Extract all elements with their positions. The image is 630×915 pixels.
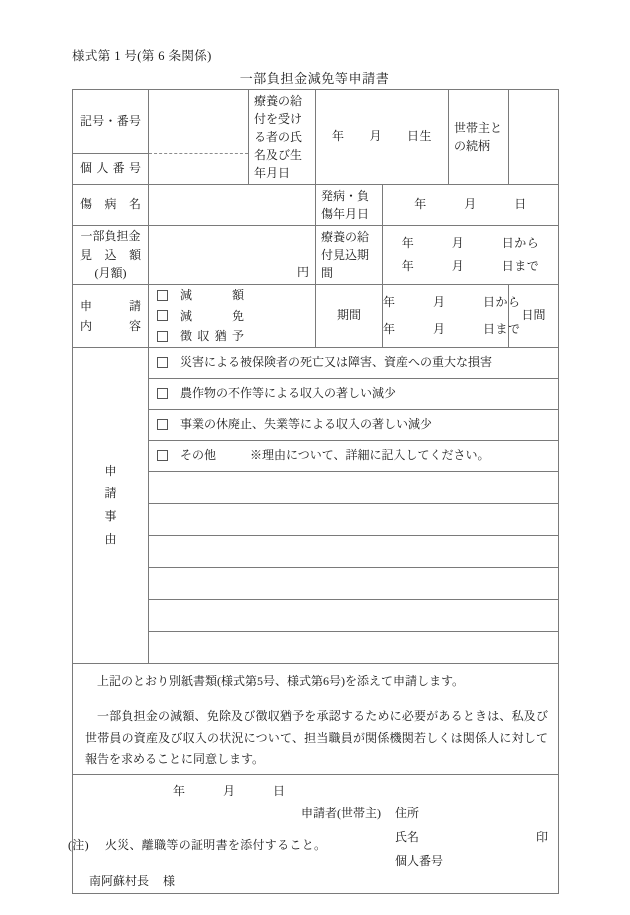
illness-value-cell[interactable] (149, 185, 316, 226)
benefit-period-label: 療養の給付見込期間 (321, 230, 370, 280)
footnote-text: 火災、離職等の証明書を添付すること。 (104, 838, 327, 852)
option-reduction-label: 減額 (180, 288, 244, 302)
checkbox-icon[interactable] (157, 310, 168, 321)
household-relation-label: 世帯主との続柄 (454, 121, 503, 153)
reason-business-closure-label: 事業の休廃止、失業等による収入の著しい減少 (180, 417, 433, 432)
application-period-label-cell (316, 285, 383, 348)
application-content-label-cell (73, 285, 149, 348)
illness-value (149, 194, 162, 214)
option-deferment-label: 徴収猶予 (180, 329, 244, 344)
reason-row-other[interactable] (149, 445, 558, 466)
personal-number-value-cell[interactable] (149, 154, 249, 185)
benefit-period-to-line: 年 月 日まで (401, 259, 540, 273)
onset-date-line: 年 月 日 (414, 197, 527, 212)
application-reason-label-cell (73, 347, 149, 663)
symbol-number-value (149, 111, 162, 131)
reason-blank-line[interactable] (149, 503, 559, 535)
application-content-options-cell (149, 285, 316, 348)
reason-crop-failure-label: 農作物の不作等による収入の著しい減少 (180, 386, 397, 401)
checkbox-icon[interactable] (157, 331, 168, 342)
reason-option-business-closure[interactable] (149, 409, 559, 440)
reason-row-crop-failure[interactable] (149, 383, 558, 404)
table-row-statement (73, 663, 559, 774)
reason-option-disaster[interactable] (149, 347, 559, 378)
application-content-label (73, 296, 148, 337)
reason-blank-line[interactable] (149, 599, 559, 631)
application-period-label: 期間 (336, 308, 361, 323)
document-title: 一部負担金減免等申請書 (239, 71, 390, 86)
statement-paragraph-2: 一部負担金の減額、免除及び徴収猶予を承認するために必要があるときは、私及び世帯員の資産及び収入の状況について、担当職員が関係機関若しくは関係人に対して報告を求めることに同意します。 (85, 709, 548, 766)
reason-row-business-closure[interactable] (149, 414, 558, 435)
statement-cell (73, 663, 559, 774)
personal-number-label-cell (73, 154, 149, 185)
copayment-label (73, 227, 148, 283)
option-deferment[interactable] (149, 326, 315, 347)
statement-block (73, 664, 558, 774)
application-reason-label (73, 460, 148, 551)
form-number: 様式第 1 号(第 6 条関係) (72, 49, 212, 63)
reason-blank-line[interactable] (149, 567, 559, 599)
copayment-value (149, 244, 162, 264)
reason-disaster-label: 災害による被保険者の死亡又は障害、資産への重大な損害 (180, 355, 493, 370)
benefit-period-label-cell (316, 226, 383, 285)
copayment-label-line2: 見込額 (80, 247, 141, 262)
footnote (68, 836, 326, 853)
reason-blank-value (149, 477, 162, 497)
application-content-label-line1: 申請 (80, 298, 141, 313)
benefit-period-from-line: 年 月 日から (401, 235, 540, 250)
application-period-value-cell[interactable] (383, 285, 521, 348)
seal-label: 印 (535, 830, 548, 845)
reason-blank-value (149, 637, 162, 657)
reason-blank-line[interactable] (149, 631, 559, 663)
table-row-symbol-number (73, 90, 559, 154)
addressee-name: 南阿蘇村長 (89, 874, 150, 889)
signature-date-line[interactable]: 年 月 日 (173, 784, 286, 799)
reason-label-char-4: 由 (104, 532, 117, 547)
reason-blank-line[interactable] (149, 535, 559, 567)
recipient-birthdate-cell[interactable] (316, 90, 449, 185)
checkbox-icon[interactable] (157, 450, 168, 461)
footnote-marker: (注) (68, 838, 89, 852)
reason-blank-value (149, 573, 162, 593)
onset-date-cell[interactable] (383, 185, 559, 226)
symbol-number-value-cell[interactable] (149, 90, 249, 154)
copayment-unit: 円 (296, 264, 309, 279)
option-reduction[interactable] (149, 285, 315, 306)
checkbox-icon[interactable] (157, 388, 168, 399)
applicant-label: 申請者(世帯主) (301, 806, 381, 821)
checkbox-icon[interactable] (157, 290, 168, 301)
checkbox-icon[interactable] (157, 419, 168, 430)
recipient-birth-date-line: 年 月 日生 (331, 129, 432, 144)
benefit-period-value-cell[interactable] (383, 226, 559, 285)
personal-number-label: 個人番号 (80, 161, 141, 176)
reason-blank-value (149, 509, 162, 529)
recipient-label: 療養の給付を受ける者の氏名及び生年月日 (254, 94, 303, 180)
onset-label: 発病・負傷年月日 (321, 189, 370, 221)
reason-option-crop-failure[interactable] (149, 378, 559, 409)
table-row-signature (73, 775, 559, 894)
symbol-number-label-cell (73, 90, 149, 154)
table-row-application-content (73, 285, 559, 348)
copayment-label-line3: (月額) (94, 266, 127, 281)
illness-label: 傷病名 (80, 197, 141, 212)
signature-cell (73, 775, 559, 894)
application-period-to-line: 年 月 日まで (383, 321, 521, 336)
recipient-label-cell (249, 90, 316, 185)
application-days-label: 日間 (521, 308, 546, 323)
reason-other-label: その他 (180, 448, 217, 463)
checkbox-icon[interactable] (157, 357, 168, 368)
illness-label-cell (73, 185, 149, 226)
household-relation-value-cell[interactable] (509, 90, 559, 185)
onset-label-cell (316, 185, 383, 226)
option-exemption-label: 減免 (180, 308, 244, 323)
addressee-line (89, 873, 175, 890)
copayment-label-line1: 一部負担金 (80, 229, 141, 244)
signature-block (73, 775, 558, 893)
addressee-honorific: 様 (163, 874, 176, 889)
reason-label-char-2: 請 (104, 486, 117, 501)
reason-blank-line[interactable] (149, 471, 559, 503)
statement-paragraph-1: 上記のとおり別紙書類(様式第5号、様式第6号)を添えて申請します。 (97, 673, 465, 688)
application-days-cell[interactable] (509, 285, 559, 348)
application-form-table (72, 89, 559, 894)
reason-blank-value (149, 605, 162, 625)
copayment-value-cell[interactable] (149, 226, 316, 285)
mynumber-label: 個人番号 (395, 854, 444, 869)
reason-option-other[interactable] (149, 440, 559, 471)
reason-label-char-3: 事 (104, 509, 117, 524)
application-content-label-line2: 内容 (80, 318, 141, 333)
application-period-from-line: 年 月 日から (383, 294, 521, 309)
household-relation-value (509, 126, 522, 146)
copayment-label-cell (73, 226, 149, 285)
option-exemption[interactable] (149, 306, 315, 327)
reason-label-char-1: 申 (104, 463, 117, 478)
table-row-reason-1 (73, 347, 559, 378)
reason-other-note: ※理由について、詳細に記入してください。 (250, 448, 490, 463)
table-row-illness (73, 185, 559, 226)
reason-blank-value (149, 541, 162, 561)
address-label: 住所 (395, 806, 420, 821)
symbol-number-label: 記号・番号 (80, 113, 141, 128)
personal-number-value (149, 158, 162, 178)
reason-row-disaster[interactable] (149, 352, 558, 373)
table-row-copayment (73, 226, 559, 285)
name-label: 氏名 (395, 830, 420, 845)
household-relation-label-cell (449, 90, 509, 185)
